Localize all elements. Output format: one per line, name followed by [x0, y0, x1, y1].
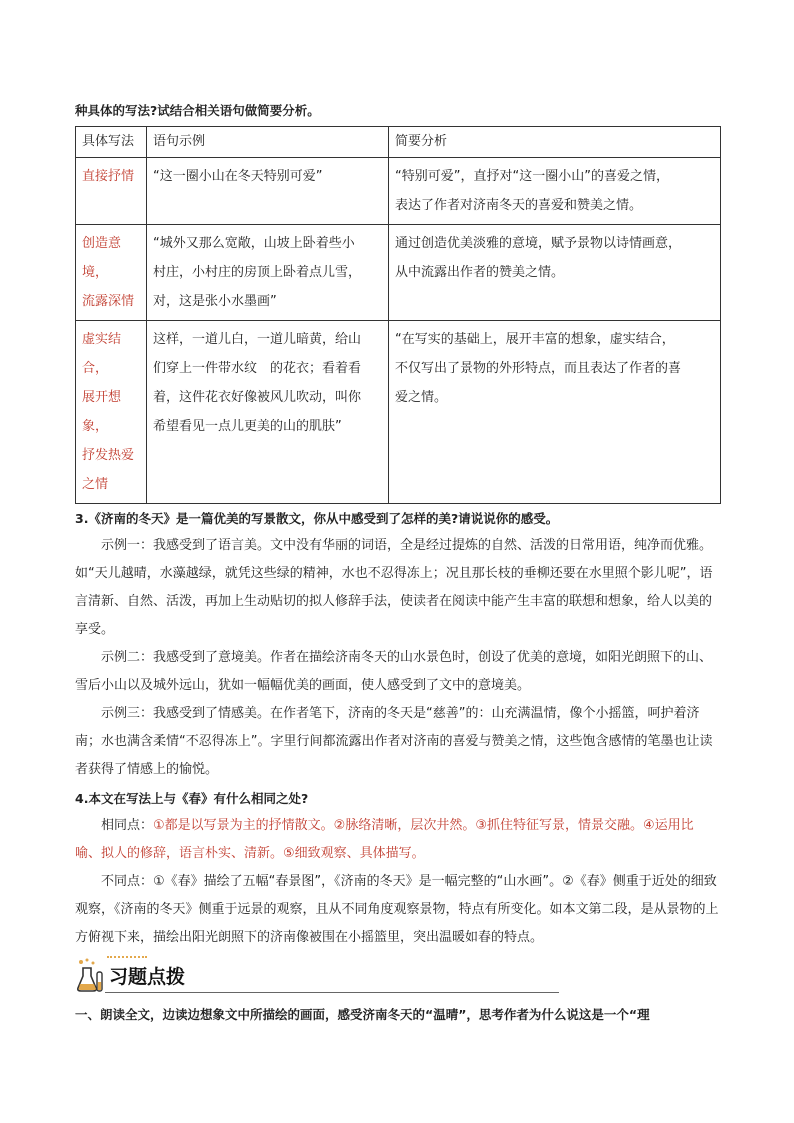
diff-text: ①《春》描绘了五幅“春景图”，《济南的冬天》是一幅完整的“山水画”。②《春》侧重于近处的细致观察，《济南的冬天》侧重于远景的观察，且从不同角度观察景物，特点有所变化。如本文第二段，是从景物的上方俯视下来，描绘出阳光朗照下的济南像被围在小摇篮里，突出温暖如春的特点。	[75, 874, 719, 945]
analysis-cell: “特别可爱”，直抒对“这一圈小山”的喜爱之情， 表达了作者对济南冬天的喜爱和赞美之情。	[389, 158, 721, 225]
method-cell: 虚实结合， 展开想象， 抒发热爱 之情	[76, 321, 147, 504]
section-header	[75, 958, 719, 994]
example-cell: “这一圈小山在冬天特别可爱”	[147, 158, 389, 225]
example-cell: “城外又那么宽敞，山坡上卧着些小 村庄，小村庄的房顶上卧着点儿雪， 对，这是张小水墨画”	[147, 225, 389, 321]
method-cell: 直接抒情	[76, 158, 147, 225]
document-page	[75, 96, 719, 1037]
answer-diff	[75, 868, 719, 952]
table-row	[76, 158, 721, 225]
diff-label: 不同点：	[101, 874, 154, 889]
analysis-table	[75, 126, 721, 504]
answer-example-2: 示例二：我感受到了意境美。作者在描绘济南冬天的山水景色时，创设了优美的意境，如阳光朗照下的山、雪后小山以及城外远山，犹如一幅幅优美的画面，使人感受到了文中的意境美。	[75, 650, 713, 693]
same-text: ①都是以写景为主的抒情散文。②脉络清晰，层次井然。③抓住特征写景，情景交融。④运用比喻、拟人的修辞，语言朴实、清新。⑤细致观察、具体描写。	[75, 818, 694, 861]
table-row	[76, 321, 721, 504]
section-divider	[105, 992, 559, 993]
header-method: 具体写法	[76, 127, 147, 158]
question-intro: 种具体的写法?试结合相关语句做简要分析。	[75, 103, 320, 118]
section-title: 习题点拨	[109, 966, 186, 988]
method-cell: 创造意境， 流露深情	[76, 225, 147, 321]
exercise-1-text: 一、朗读全文，边读边想象文中所描绘的画面，感受济南冬天的“温晴”，思考作者为什么说这是一个“理	[75, 1007, 650, 1022]
header-analysis: 简要分析	[389, 127, 721, 158]
answer-example-3: 示例三：我感受到了情感美。在作者笔下，济南的冬天是“慈善”的：山充满温情，像个小摇篮，呵护着济南；水也满含柔情“不忍得冻上”。字里行间都流露出作者对济南的喜爱与赞美之情，这些饱含感情的笔墨也让读者获得了情感上的愉悦。	[75, 706, 713, 777]
question-3: 3.《济南的冬天》是一篇优美的写景散文，你从中感受到了怎样的美?请说说你的感受。	[75, 511, 559, 526]
table-row	[76, 225, 721, 321]
header-example: 语句示例	[147, 127, 389, 158]
answer-example-1: 示例一：我感受到了语言美。文中没有华丽的词语，全是经过提炼的自然、活泼的日常用语，纯净而优雅。如“天儿越晴，水藻越绿，就凭这些绿的精神，水也不忍得冻上；况且那长枝的垂柳还要在水里照个影儿呢”，语言清新、自然、活泼，再加上生动贴切的拟人修辞手法，使读者在阅读中能产生丰富的联想和想象，给人以美的享受。	[75, 538, 713, 637]
analysis-cell: 通过创造优美淡雅的意境，赋予景物以诗情画意， 从中流露出作者的赞美之情。	[389, 225, 721, 321]
question-4: 4.本文在写法上与《春》有什么相同之处?	[75, 791, 309, 806]
example-cell: 这样，一道儿白，一道儿暗黄，给山 们穿上一件带水纹 的花衣；看着看 着，这件花衣好像被风儿吹动，叫你 希望看见一点儿更美的山的肌肤”	[147, 321, 389, 504]
answer-same	[75, 812, 719, 868]
same-label: 相同点：	[101, 818, 154, 833]
flask-icon	[75, 958, 105, 992]
analysis-cell: “在写实的基础上，展开丰富的想象，虚实结合， 不仅写出了景物的外形特点，而且表达了作者的喜 爱之情。	[389, 321, 721, 504]
table-header-row	[76, 127, 721, 158]
